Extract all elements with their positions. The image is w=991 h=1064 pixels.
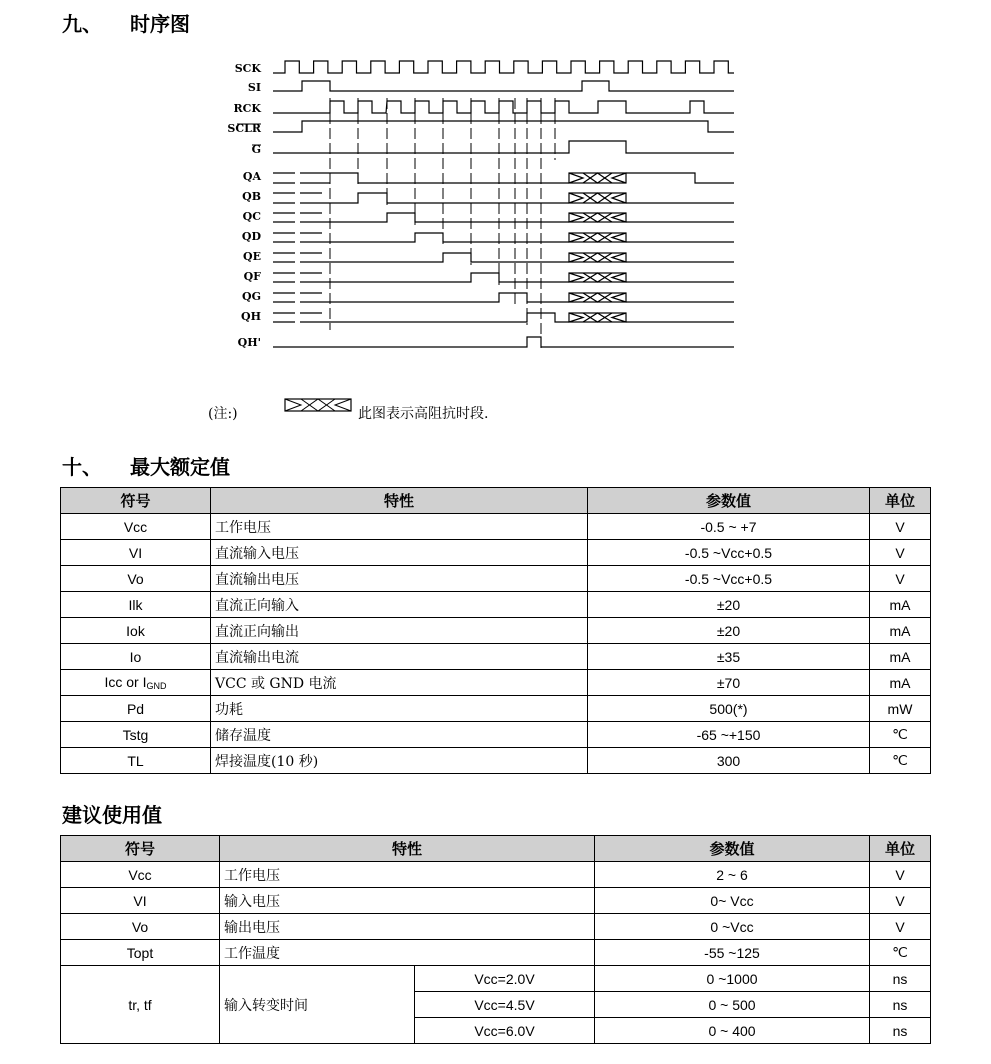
signal-label-qb: QB [242, 190, 261, 203]
qd-high-z-box [569, 233, 626, 242]
cell-unit: mA [870, 592, 931, 618]
table-row [61, 540, 931, 566]
qe-waveform [273, 253, 734, 262]
cell-unit: mA [870, 644, 931, 670]
note-prefix: (注:) [208, 406, 238, 422]
signal-label-qa: QA [242, 170, 261, 183]
cell-unit: mA [870, 618, 931, 644]
header-value: 参数值 [595, 836, 870, 862]
header-unit: 单位 [870, 488, 931, 514]
signal-label-sclr: SCLR [227, 122, 261, 135]
header-characteristic: 特性 [211, 488, 588, 514]
cell-unit: ns [870, 966, 931, 992]
header-characteristic: 特性 [220, 836, 595, 862]
cell-unit: ℃ [870, 722, 931, 748]
max-ratings-table [60, 487, 931, 774]
cell-symbol: Iok [61, 618, 211, 644]
recommended-section-title: 建议使用值 [62, 803, 162, 827]
cell-characteristic: 直流正向输出 [211, 618, 588, 644]
cell-condition: Vcc=6.0V [415, 1018, 595, 1044]
qa-waveform [273, 173, 734, 183]
cell-symbol: Vo [61, 914, 220, 940]
symbol-main: Icc or I [104, 674, 147, 690]
section-10-label: 最大额定值 [130, 455, 230, 479]
cell-condition: Vcc=2.0V [415, 966, 595, 992]
cell-condition: Vcc=4.5V [415, 992, 595, 1018]
sclr-waveform [273, 121, 734, 132]
table-row [61, 966, 931, 992]
cell-value: ±20 [588, 618, 870, 644]
signal-label-sck: SCK [234, 62, 261, 75]
cell-symbol: Pd [61, 696, 211, 722]
cell-characteristic: VCC 或 GND 电流 [211, 670, 588, 696]
table-row [61, 914, 931, 940]
signal-label-qe: QE [243, 250, 261, 263]
signal-label-qc: QC [242, 210, 261, 223]
cell-unit: mA [870, 670, 931, 696]
section-9-number: 九、 [62, 12, 102, 36]
qh-high-z-box [569, 313, 626, 322]
header-symbol: 符号 [61, 488, 211, 514]
header-value: 参数值 [588, 488, 870, 514]
header-symbol: 符号 [61, 836, 220, 862]
signal-label-qg: QG [242, 290, 261, 303]
table-header-row [61, 488, 931, 514]
table-row [61, 722, 931, 748]
cell-characteristic: 储存温度 [211, 722, 588, 748]
cell-unit: V [870, 914, 931, 940]
cell-value: 300 [588, 748, 870, 774]
table-row [61, 644, 931, 670]
cell-characteristic: 直流输入电压 [211, 540, 588, 566]
cell-symbol: Vo [61, 566, 211, 592]
cell-value: 0 ~Vcc [595, 914, 870, 940]
signal-label-qd: QD [241, 230, 261, 243]
signal-label-g: G [251, 143, 261, 156]
cell-value: 500(*) [588, 696, 870, 722]
cell-symbol: Tstg [61, 722, 211, 748]
table-row [61, 670, 931, 696]
table-row [61, 592, 931, 618]
cell-value: 0 ~ 500 [595, 992, 870, 1018]
sck-waveform [273, 61, 734, 73]
qa-high-z-box [569, 173, 626, 183]
cell-value: -0.5 ~Vcc+0.5 [588, 566, 870, 592]
qd-waveform [273, 233, 734, 242]
cell-characteristic: 焊接温度(10 秒) [211, 748, 588, 774]
table-row [61, 888, 931, 914]
cell-value: -0.5 ~Vcc+0.5 [588, 540, 870, 566]
qh-prime-waveform [273, 337, 734, 347]
cell-characteristic: 输出电压 [220, 914, 595, 940]
g-waveform [273, 141, 734, 153]
cell-characteristic: 直流正向输入 [211, 592, 588, 618]
table-row [61, 696, 931, 722]
qc-waveform [273, 213, 734, 222]
cell-characteristic: 功耗 [211, 696, 588, 722]
cell-value: 0~ Vcc [595, 888, 870, 914]
cell-unit: ns [870, 1018, 931, 1044]
cell-symbol: VI [61, 540, 211, 566]
cell-unit: mW [870, 696, 931, 722]
si-waveform [273, 81, 734, 91]
section-9-label: 时序图 [130, 12, 190, 36]
section-10-title [62, 451, 230, 480]
qg-high-z-box [569, 293, 626, 302]
cell-symbol: Ilk [61, 592, 211, 618]
table-row [61, 748, 931, 774]
signal-label-qh-prime: QH' [237, 336, 261, 349]
cell-symbol [61, 670, 211, 696]
cell-characteristic: 直流输出电压 [211, 566, 588, 592]
cell-symbol: TL [61, 748, 211, 774]
table-header-row [61, 836, 931, 862]
cell-characteristic: 工作电压 [211, 514, 588, 540]
cell-value: ±35 [588, 644, 870, 670]
rck-waveform [273, 101, 734, 113]
cell-value: -65 ~+150 [588, 722, 870, 748]
cell-symbol: Vcc [61, 862, 220, 888]
cell-unit: V [870, 888, 931, 914]
cell-characteristic: 工作电压 [220, 862, 595, 888]
cell-symbol: tr, tf [61, 966, 220, 1044]
qh-waveform [273, 313, 734, 322]
section-10-number: 十、 [62, 455, 102, 479]
table-row [61, 514, 931, 540]
timing-diagram [0, 0, 991, 440]
cell-characteristic: 输入电压 [220, 888, 595, 914]
cell-value: -55 ~125 [595, 940, 870, 966]
high-impedance-symbol [284, 398, 352, 414]
symbol-subscript: GND [146, 681, 167, 691]
signal-label-qh: QH [241, 310, 261, 323]
cell-symbol: VI [61, 888, 220, 914]
qc-high-z-box [569, 213, 626, 222]
qe-high-z-box [569, 253, 626, 262]
cell-unit: V [870, 514, 931, 540]
cell-characteristic: 直流输出电流 [211, 644, 588, 670]
cell-characteristic: 输入转变时间 [220, 966, 415, 1044]
cell-value: 0 ~ 400 [595, 1018, 870, 1044]
signal-label-si: SI [247, 81, 261, 94]
cell-value: 2 ~ 6 [595, 862, 870, 888]
cell-symbol: Vcc [61, 514, 211, 540]
signal-label-rck: RCK [233, 102, 261, 115]
cell-symbol: Topt [61, 940, 220, 966]
cell-unit: V [870, 540, 931, 566]
signal-label-qf: QF [243, 270, 261, 283]
table-row [61, 862, 931, 888]
cell-unit: V [870, 862, 931, 888]
cell-value: -0.5 ~ +7 [588, 514, 870, 540]
qg-waveform [273, 293, 734, 302]
cell-unit: V [870, 566, 931, 592]
qb-waveform [273, 193, 734, 203]
cell-unit: ℃ [870, 940, 931, 966]
cell-characteristic: 工作温度 [220, 940, 595, 966]
table-row [61, 566, 931, 592]
table-row [61, 618, 931, 644]
cell-unit: ns [870, 992, 931, 1018]
header-unit: 单位 [870, 836, 931, 862]
cell-value: ±70 [588, 670, 870, 696]
recommended-table [60, 835, 931, 1044]
cell-value: 0 ~1000 [595, 966, 870, 992]
table-row [61, 940, 931, 966]
cell-symbol: Io [61, 644, 211, 670]
qb-high-z-box [569, 193, 626, 203]
note-text: 此图表示高阻抗时段. [358, 406, 489, 422]
qf-high-z-box [569, 273, 626, 282]
qf-waveform [273, 273, 734, 282]
cell-unit: ℃ [870, 748, 931, 774]
cell-value: ±20 [588, 592, 870, 618]
